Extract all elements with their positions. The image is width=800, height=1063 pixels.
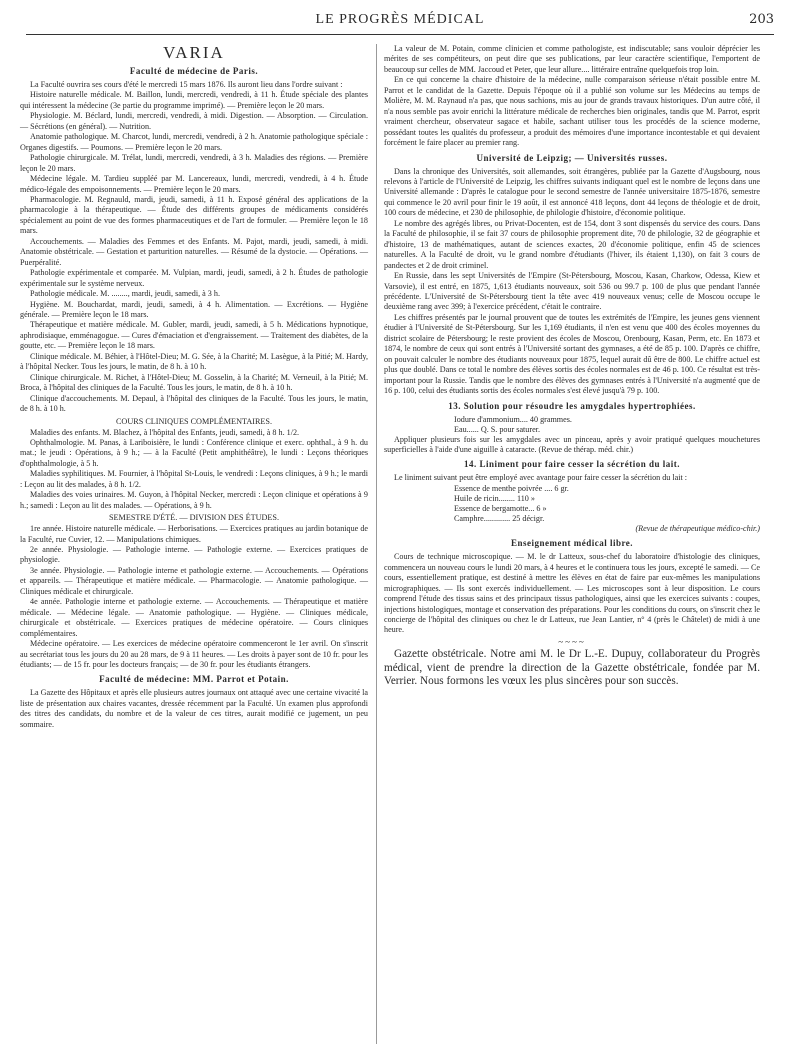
paragraph: Accouchements. — Maladies des Femmes et des Enfants. M. Pajot, mardi, jeudi, samedi, à midi. Anatomie obstétricale. — Gestation et parturition naturelles. — Résumé de la dystocie. — Opérations. — Puerpéralité.	[20, 236, 368, 267]
clinical-courses-heading: COURS CLINIQUES COMPLÉMENTAIRES.	[115, 416, 273, 426]
paragraph: Maladies des voies urinaires. M. Guyon, à l'hôpital Necker, mercredi : Leçon clinique et opérations à 9 h.; samedi : Leçon au lit des malades. — Opérations, à 9 h.	[20, 490, 368, 510]
teaching-paragraph: Cours de technique microscopique. — M. le dr Latteux, sous-chef du laboratoire d'histologie des cliniques, commencera un nouveau cours le lundi 20 mars, à 4 heures et le continuera tous les jours, excepté le samedi. — Ce cours, essentiellement pratique, est destiné à mettre les élèves en état de faire par eux-mêmes les manipulations micrographiques. — Ils sont exercés individuellement. — Les microscopes sont à leur disposition. Le cours comprend l'étude des tissus sains et des principaux tissus pathologiques, ainsi que les exercices suivants : coupes, injections histologiques, montage et conservation des préparations. Pour les conditions du cours, on s'inscrit chez le concierge de l'hôpital des cliniques ou chez le dr Latteux, rue Jean Lantier, n° 4 (près le Châtelet) de midi à une heure.	[384, 552, 760, 635]
left-column	[20, 44, 368, 730]
paragraph: Maladies des enfants. M. Blachez, à l'hôpital des Enfants, jeudi, samedi, à 8 h. 1/2.	[30, 427, 300, 437]
paragraph: Clinique médicale. M. Béhier, à l'Hôtel-Dieu; M. G. Sée, à la Charité; M. Lasègue, à la Pitié; M. Hardy, à l'hôpital Necker. Tous les jours, le matin, de 8 h. à 10 h.	[20, 351, 368, 372]
paragraph: En Russie, dans les sept Universités de l'Empire (St-Pétersbourg, Moscou, Kasan, Charkow, Odessa, Kiew et Varsovie), il est entré, en 1875, 1,613 étudiants nouveaux, soit 536 ou 99.7 p. 100 de plus que pendant l'année précédente. L'Université de St-Pétersbourg tient la tête avec 419 nouveaux venus; celle de Moscou occupe le deuxième rang avec 399; à l'exercice précédent, c'était le contraire.	[384, 271, 760, 312]
paragraph: En ce qui concerne la chaire d'histoire de la médecine, nulle comparaison sérieuse n'était possible entre M. Parrot et le candidat de la Gazette. Depuis l'époque où il a publié son volume sur les Médecins au temps de Molière, M. M. Raynaud n'a pas, que nous sachions, mis au jour de grands travaux historiques. D'un autre côté, il n'a nous semble pas avoir enrichi la littérature médicale de recherches bien originales, tandis que M. Parrot, esprit vraiment chercheur, observateur sagace et habile, sachant utiliser tous les procédés de la science moderne, possédant toutes les qualités du professeur, a produit des mémoires d'une importance incontestable et qui devaient forcément le faire placer au premier rang.	[384, 75, 760, 148]
paragraph: Pathologie expérimentale et comparée. M. Vulpian, mardi, jeudi, samedi, à 2 h. Études de pathologie expérimentale sur le système nerveux.	[20, 268, 368, 288]
course-list	[20, 80, 368, 415]
amygdala-paragraph: Appliquer plusieurs fois sur les amygdales avec un pinceau, après y avoir pratiqué quelques mouchetures superficielles à l'aide d'une aiguille à cataracte. (Revue de thérap. méd. chir.)	[384, 434, 760, 454]
paragraph: Le nombre des agrégés libres, ou Privat-Docenten, est de 154, dont 3 sont dispensés du service des cours. Dans la Faculté de philosophie, il se fait 37 cours de philosophie proprement dite, 70 de philologie, 32 de géographie et d'histoire, 13 de mathématiques, autant de sciences exactes, 20 d'économie politique, enfin 45 de sciences naturelles. A la Faculté de droit, vu le grand nombre d'étudiants (l'hiver, ils étaient 1,130), on fait 3 cours de pandectes et 2 de droit criminel.	[384, 218, 760, 270]
liniment-prescription	[454, 484, 760, 524]
prescription-line: Iodure d'ammonium.... 40 grammes.	[454, 414, 572, 424]
running-header	[26, 12, 774, 35]
paragraph: 3e année. Physiologie. — Pathologie interne et pathologie externe. — Accouchements. — Opérations et appareils. — Thérapeutique et matière médicale. — Pharmacologie. — Anatomie pathologique. — Cliniques médicale et chirurgicale.	[20, 565, 368, 596]
amygdala-heading: 13. Solution pour résoudre les amygdales hypertrophiées.	[448, 400, 696, 411]
intro-paragraphs	[384, 44, 760, 149]
column-divider	[376, 44, 377, 1044]
semester-list	[20, 524, 368, 670]
paragraph: Les chiffres présentés par le journal prouvent que de toutes les extrémités de l'Empire, les jeunes gens viennent étudier à l'Université de St-Pétersbourg. Sur les 1,169 étudiants, il n'en est venu que 400 des écoles moyennes du district scolaire de Pétersbourg; le reste provient des écoles de Moscou, Orenbourg, Kasan, Perm, etc. En 1873 et 1874, le nombre de ceux qui sont entrés à l'Université sortant des gymnases, a été de 85 p. 100. D'après ce chiffre, on pouvait calculer le nombre des étudiants nouveaux pour 1875, lequel aurait dû être de 800. Le chiffre actuel est plus que doublé. Dans ce total le nombre des élèves sortis des écoles normales est de 46 p. 100. Ce résultat est très-important pour la Russie. Tandis que le nombre des élèves des gymnases entrés à l'Université n'a augmenté que de 16 p. 100, celui des étudiants sortis des écoles normales s'est élevé jusqu'à 79 p. 100.	[384, 312, 760, 396]
journal-title: LE PROGRÈS MÉDICAL	[315, 12, 485, 27]
section-title: VARIA	[163, 43, 225, 62]
paragraph: Ophthalmologie. M. Panas, à Lariboisière, le lundi : Conférence clinique et exerc. ophthal., à 9 h. du mat.; le jeudi : Opérations, à 9 h.; — à la Faculté (Petit amphithéâtre), le lundi : Leçons théoriques d'ophthalmologie, à 5 h.	[20, 437, 368, 468]
paragraph: 2e année. Physiologie. — Pathologie interne. — Pathologie externe. — Exercices pratiques de physiologie.	[20, 545, 368, 565]
paragraph: Médecine opératoire. — Les exercices de médecine opératoire commenceront le 1er avril. On s'inscrit au secrétariat tous les jours du 20 au 28 mars, de 9 à 11 heures. — Les droits à payer sont de 10 fr. pour les étudiants; — de 15 fr. pour les docteurs français; — de 30 fr. pour les étudiants étrangers.	[20, 639, 368, 670]
clinical-courses-list	[20, 428, 368, 512]
parrot-potain-heading: Faculté de médecine: MM. Parrot et Potain.	[99, 674, 289, 685]
paragraph: Pharmacologie. M. Regnauld, mardi, jeudi, samedi, à 11 h. Exposé général des applications de la pharmacologie à la thérapeutique. — Étude des différents groupes de médicaments considérés spécialement au point de vue des formes pharmaceutiques et de l'art de formuler. — Première leçon le 18 mars.	[20, 194, 368, 236]
gazette-notice: Gazette obstétricale. Notre ami M. le Dr L.-E. Dupuy, collaborateur du Progrès médical, vient de prendre la direction de la Gazette obstétricale, fondée par M. Verrier. Nous formons les vœux les plus sincères pour son succès.	[384, 648, 760, 688]
prescription-line: Camphre............. 25 décigr.	[454, 513, 545, 523]
parrot-potain-paragraph: La Gazette des Hôpitaux et après elle plusieurs autres journaux ont attaqué avec une certaine vivacité la liste de présentation aux chaires vacantes, dressée récemment par la Faculté. Un examen plus approfondi des titres des candidats, du nombre et de la valeur de ces titres, aurait modifié ce jugement, un peu sommaire.	[20, 688, 368, 729]
amygdala-prescription	[454, 415, 760, 435]
paragraph: Clinique d'accouchements. M. Depaul, à l'hôpital des cliniques de la Faculté. Tous les jours, le matin, de 8 h. à 10 h.	[20, 393, 368, 414]
leipzig-heading: Université de Leipzig; — Universités russes.	[476, 152, 668, 163]
paragraph: Thérapeutique et matière médicale. M. Gubler, mardi, jeudi, samedi, à 5 h. Médications hypnotique, aphrodisiaque, emménagogue. — Cures d'émaciation et d'engraissement. — Traitement des diabètes, de la goutte, etc. — Première leçon le 18 mars.	[20, 320, 368, 351]
prescription-line: Eau...... Q. S. pour saturer.	[454, 424, 540, 434]
teaching-heading: Enseignement médical libre.	[510, 538, 634, 549]
paragraph: 4e année. Pathologie interne et pathologie externe. — Accouchements. — Thérapeutique et matière médicale. — Médecine légale. — Anatomie pathologique. — Hygiène. — Cliniques médicale, chirurgicale et obstétricale. — Exercices pratiques de médecine opératoire. — Cours cliniques complémentaires.	[20, 597, 368, 638]
paragraph: Physiologie. M. Béclard, lundi, mercredi, vendredi, à midi. Digestion. — Absorption. — Circulation. — Sécrétions (en général). — Nutrition.	[20, 111, 368, 131]
liniment-heading: 14. Liniment pour faire cesser la sécrétion du lait.	[464, 459, 680, 470]
paragraph: 1re année. Histoire naturelle médicale. — Herborisations. — Exercices pratiques au jardin botanique de la Faculté, rue Cuvier, 12. — Manipulations chimiques.	[20, 524, 368, 544]
paragraph: La Faculté ouvrira ses cours d'été le mercredi 15 mars 1876. Ils auront lieu dans l'ordre suivant :	[30, 80, 343, 89]
paragraph: Dans la chronique des Universités, soit allemandes, soit étrangères, publiée par la Gazette d'Augsbourg, nous relevons à l'article de l'Université de Leipzig, les chiffres suivants indiquant quel est le nombre de leçons dans une Université allemande : D'après le catalogue pour le second semestre de l'année universitaire 1875-1876, semestre qui commence le 20 avril pour finir le 19 août, il est annoncé 418 leçons, dont 44 leçons de théologie et de droit, 100 cours de médecine, et 230 de philosophie, de philologie d'histoire, d'économie politique.	[384, 166, 760, 218]
liniment-reference: (Revue de thérapeutique médico-chir.)	[635, 523, 760, 533]
paragraph: Hygiène. M. Bouchardat, mardi, jeudi, samedi, à 4 h. Alimentation. — Excrétions. — Hygiène générale. — Première leçon le 18 mars.	[20, 299, 368, 319]
right-column	[384, 44, 760, 689]
paragraph: La valeur de M. Potain, comme clinicien et comme pathologiste, est indiscutable; sans vouloir déprécier les mérites de ses compétiteurs, on peut dire que ses publications, par leur caractère scientifique, l'emportent de beaucoup sur celles de MM. Jaccoud et Peter, que leur allure.... littéraire entraîne quelquefois trop loin.	[384, 44, 760, 74]
leipzig-paragraphs	[384, 167, 760, 397]
semester-heading: SEMESTRE D'ÉTÉ. — DIVISION DES ÉTUDES.	[109, 513, 279, 523]
prescription-line: Huile de ricin........ 110 »	[454, 493, 535, 503]
paragraph: Pathologie chirurgicale. M. Trélat, lundi, mercredi, vendredi, à 3 h. Maladies des régions. — Première leçon le 20 mars.	[20, 153, 368, 173]
paragraph: Maladies syphilitiques. M. Fournier, à l'hôpital St-Louis, le vendredi : Leçons cliniques, à 9 h.; le mardi : Leçon au lit des malades, à 8 h. 1/2.	[20, 469, 368, 489]
page-number: 203	[749, 12, 774, 27]
prescription-line: Essence de bergamotte... 6 »	[454, 503, 547, 513]
separator-ornament: ~~~~	[558, 636, 586, 647]
faculty-heading: Faculté de médecine de Paris.	[129, 66, 259, 76]
paragraph: Clinique chirurgicale. M. Richet, à l'Hôtel-Dieu; M. Gosselin, à la Charité; M. Verneuil, à la Pitié; M. Broca, à l'hôpital des cliniques de la Faculté. Tous les jours, le matin, de 8 h. à 10 h.	[20, 372, 368, 393]
paragraph: Pathologie médicale. M. ........, mardi, jeudi, samedi, à 3 h.	[30, 289, 220, 299]
paragraph: Histoire naturelle médicale. M. Baillon, lundi, mercredi, vendredi, à 11 h. Étude spéciale des plantes qui intéressent la médecine (3e partie du programme imprimé). — Première leçon le 20 mars.	[20, 90, 368, 110]
prescription-line: Essence de menthe poivrée .... 6 gr.	[454, 483, 569, 493]
paragraph: Médecine légale. M. Tardieu suppléé par M. Lancereaux, lundi, mercredi, vendredi, à 4 h. Étude médico-légale des empoisonnements. — Première leçon le 20 mars.	[20, 174, 368, 194]
liniment-paragraph: Le liniment suivant peut être employé avec avantage pour faire cesser la sécrétion du lait :	[394, 473, 688, 483]
paragraph: Anatomie pathologique. M. Charcot, lundi, mercredi, vendredi, à 2 h. Anatomie pathologique spéciale : Organes digestifs. — Poumons. — Première leçon le 20 mars.	[20, 132, 368, 152]
